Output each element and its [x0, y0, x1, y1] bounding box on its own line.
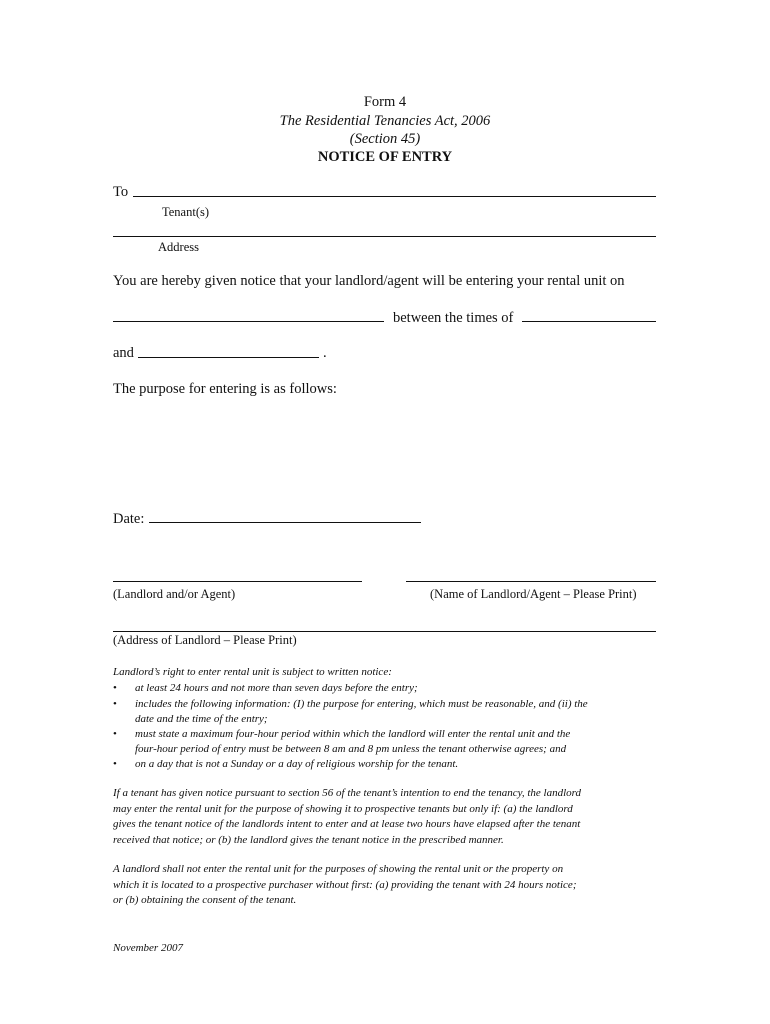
tenant-caption: Tenant(s)	[162, 205, 210, 219]
date-label: Date:	[113, 511, 145, 527]
section-reference: (Section 45)	[349, 131, 421, 147]
form-number: Form 4	[363, 94, 407, 110]
act-title: The Residential Tenancies Act, 2006	[279, 113, 491, 129]
paragraph-1-line-2: may enter the rental unit for the purpose of showing it to prospective tenants but only if: (a) the landlord	[113, 803, 573, 815]
paragraph-1-line-1: If a tenant has given notice pursuant to section 56 of the tenant’s intention to end the tenancy, the landlord	[113, 787, 582, 799]
purpose-label: The purpose for entering is as follows:	[113, 381, 337, 397]
bullet-marker: •	[113, 698, 117, 710]
address-caption: Address	[158, 240, 199, 254]
between-times-label: between the times of	[393, 310, 514, 326]
landlord-signature-field[interactable]	[113, 581, 362, 582]
landlord-name-caption: (Name of Landlord/Agent – Please Print)	[430, 587, 637, 601]
paragraph-1-line-3: gives the tenant notice of the landlords intent to enter and at lease two hours have elapsed after the tenant	[113, 818, 581, 830]
tenant-name-field[interactable]	[133, 196, 656, 197]
paragraph-2-line-2: which it is located to a prospective purchaser without first: (a) providing the tenant with 24 hours notice;	[113, 879, 577, 891]
landlord-name-field[interactable]	[406, 581, 656, 582]
bullet-item-2-line-1: includes the following information: (I) the purpose for entering, which must be reasonable, and (ii) the	[135, 698, 588, 710]
bullet-item-2-line-2: date and the time of the entry;	[135, 713, 268, 725]
paragraph-2-line-1: A landlord shall not enter the rental unit for the purposes of showing the rental unit or the property on	[113, 863, 564, 875]
paragraph-1-line-4: received that notice; or (b) the landlord gives the tenant notice in the prescribed manner.	[113, 834, 504, 846]
tenant-address-field[interactable]	[113, 236, 656, 237]
bullet-marker: •	[113, 758, 117, 770]
landlord-address-field[interactable]	[113, 631, 656, 632]
to-label: To	[113, 184, 129, 200]
bullet-marker: •	[113, 682, 117, 694]
bullet-item-3-line-2: four-hour period of entry must be between 8 am and 8 pm unless the tenant otherwise agrees; and	[135, 743, 567, 755]
bullet-marker: •	[113, 728, 117, 740]
start-time-field[interactable]	[522, 321, 656, 322]
landlord-signature-caption: (Landlord and/or Agent)	[113, 587, 236, 601]
paragraph-2-line-3: or (b) obtaining the consent of the tenant.	[113, 894, 297, 906]
and-label: and	[113, 345, 134, 361]
rules-heading: Landlord’s right to enter rental unit is subject to written notice:	[113, 666, 392, 678]
date-field[interactable]	[149, 522, 421, 523]
landlord-address-caption: (Address of Landlord – Please Print)	[113, 633, 297, 647]
bullet-item-4: on a day that is not a Sunday or a day of religious worship for the tenant.	[135, 758, 459, 770]
notice-intro: You are hereby given notice that your landlord/agent will be entering your rental unit on	[113, 273, 625, 289]
end-time-field[interactable]	[138, 357, 319, 358]
bullet-item-1: at least 24 hours and not more than seven days before the entry;	[135, 682, 418, 694]
footer-date: November 2007	[113, 942, 183, 954]
bullet-item-3-line-1: must state a maximum four-hour period within which the landlord will enter the rental unit and the	[135, 728, 571, 740]
entry-date-field[interactable]	[113, 321, 384, 322]
purpose-area[interactable]	[113, 402, 656, 497]
sentence-period: .	[323, 345, 327, 361]
notice-title: NOTICE OF ENTRY	[317, 149, 453, 165]
